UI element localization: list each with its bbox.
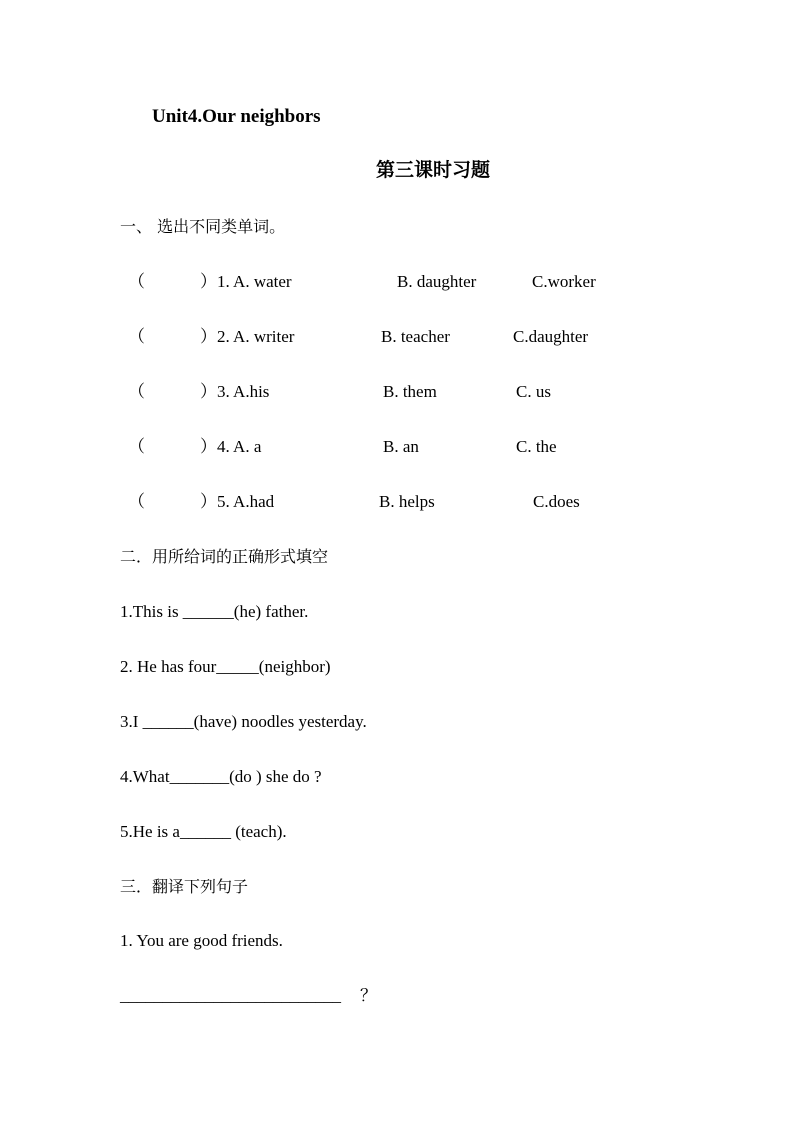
fill-blank-item[interactable]: 2. He has four_____(neighbor) [120, 657, 331, 676]
translate-sentence: 1. You are good friends. [120, 931, 283, 950]
page-title: Unit4.Our neighbors [152, 106, 321, 127]
option-c: C. the [516, 437, 557, 456]
option-c: C.daughter [513, 327, 589, 346]
fill-blank-item[interactable]: 3.I ______(have) noodles yesterday. [120, 712, 367, 731]
option-b: B. an [383, 437, 419, 456]
option-a: ）2. A. writer [200, 327, 295, 346]
fill-blank-item[interactable]: 5.He is a______ (teach). [120, 822, 287, 841]
option-a: ）3. A.his [200, 382, 270, 401]
answer-paren-open[interactable]: （ [128, 437, 145, 456]
option-a: ）1. A. water [200, 272, 292, 291]
answer-paren-open[interactable]: （ [128, 327, 145, 346]
fill-blank-item[interactable]: 1.This is ______(he) father. [120, 602, 309, 621]
option-a: ）4. A. a [200, 437, 262, 456]
answer-paren-open[interactable]: （ [128, 492, 145, 511]
answer-paren-open[interactable]: （ [128, 272, 145, 291]
option-c: C.does [533, 492, 580, 511]
option-c: C.worker [532, 272, 596, 291]
option-b: B. helps [379, 492, 435, 511]
section3-heading: 三．翻译下列句子 [120, 877, 249, 896]
option-c: C. us [516, 382, 551, 401]
answer-paren-open[interactable]: （ [128, 382, 145, 401]
fill-blank-item[interactable]: 4.What_______(do ) she do ? [120, 767, 322, 786]
lesson-subtitle: 第三课时习题 [376, 160, 491, 181]
answer-line[interactable]: __________________________ [120, 986, 341, 1005]
option-b: B. them [383, 382, 437, 401]
option-b: B. teacher [381, 327, 450, 346]
answer-question-mark: ？ [360, 986, 377, 1005]
option-a: ）5. A.had [200, 492, 275, 511]
option-b: B. daughter [397, 272, 477, 291]
section1-heading: 一、 选出不同类单词。 [120, 217, 286, 236]
section2-heading: 二．用所给词的正确形式填空 [120, 547, 329, 566]
